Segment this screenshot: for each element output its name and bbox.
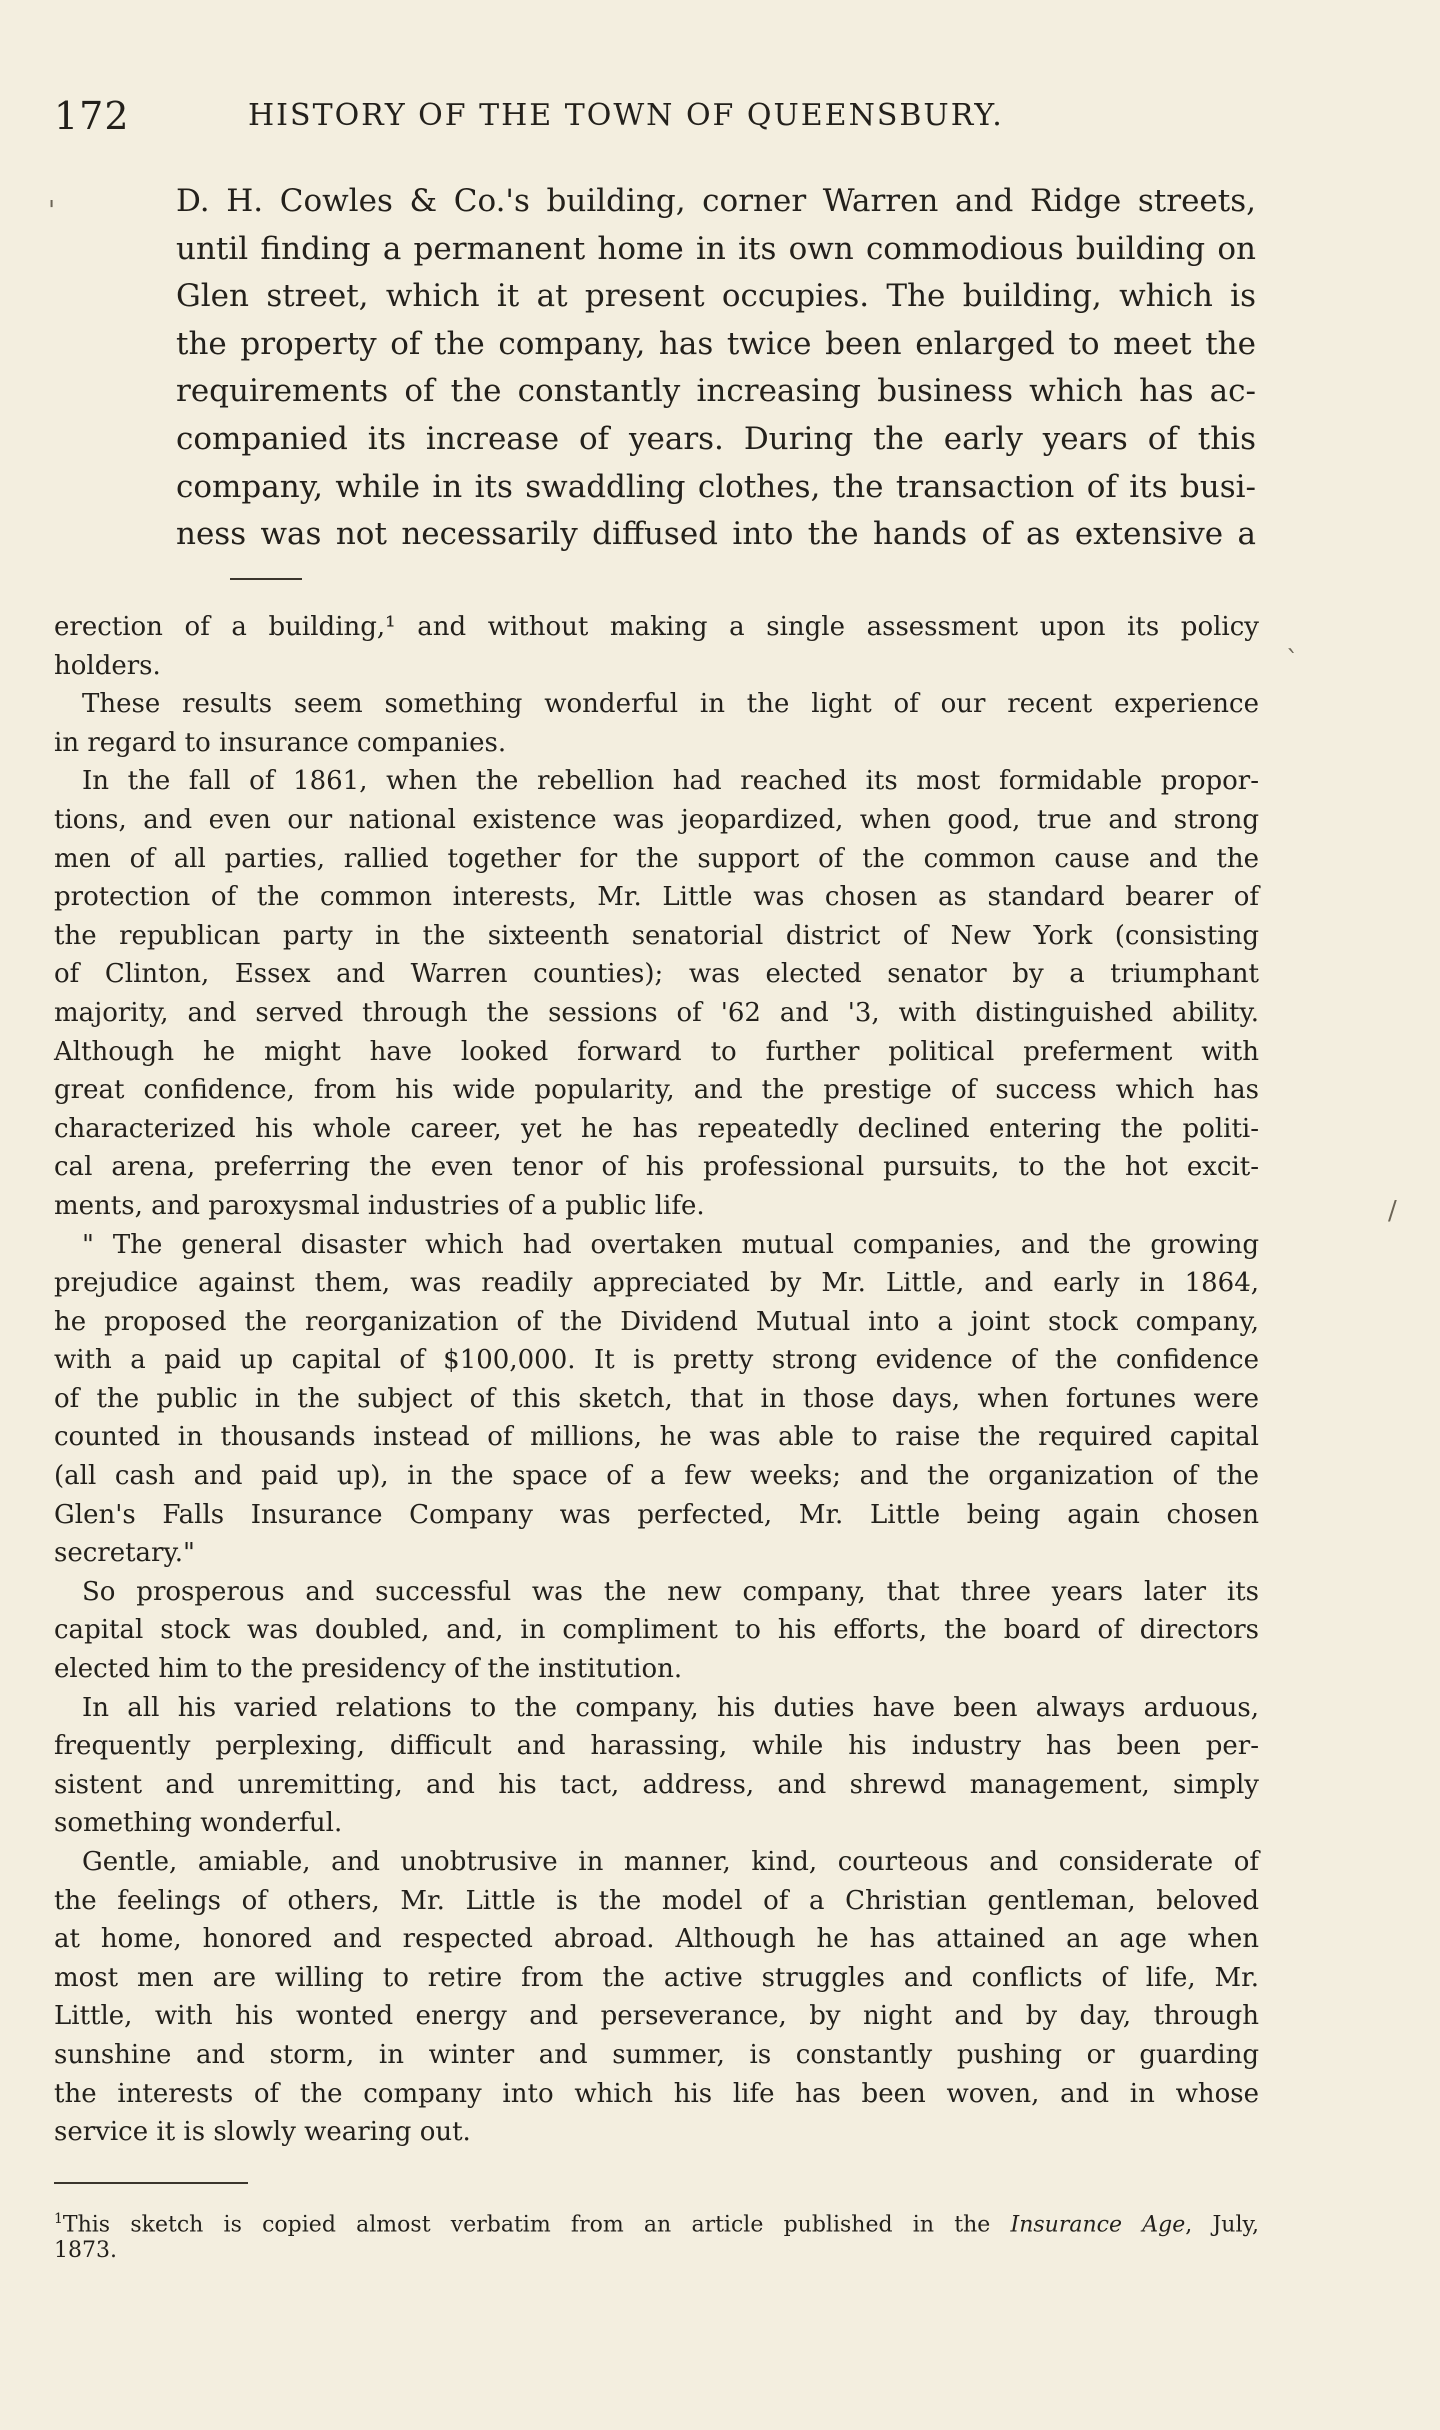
section-rule <box>230 578 302 580</box>
quoted-sketch <box>54 608 1259 2152</box>
text-line: sunshine and storm, in winter and summer, is constantly pushing or guarding <box>54 2039 1259 2070</box>
text-line: holders. <box>54 650 161 681</box>
text-line: erection of a building,¹ and without making a single assessment upon its policy <box>54 612 1259 642</box>
text-line: In the fall of 1861, when the rebellion had reached its most formidable propor- <box>82 766 1259 797</box>
margin-dot: ` <box>1286 646 1299 676</box>
text-line: " The general disaster which had overtaken mutual companies, and the growing <box>82 1229 1259 1260</box>
text-line: sistent and unremitting, and his tact, address, and shrewd management, simply <box>54 1769 1259 1800</box>
footnote-rule <box>54 2182 248 2184</box>
text-line: of the public in the subject of this sketch, that in those days, when fortunes were <box>54 1383 1259 1414</box>
text-line: Glen street, which it at present occupies. The building, which is <box>176 278 1256 315</box>
text-line: tions, and even our national existence was jeopardized, when good, true and strong <box>54 804 1259 835</box>
footnote-publication: Insurance Age <box>1010 2212 1186 2238</box>
text-line: Although he might have looked forward to further political preferment with <box>54 1036 1259 1067</box>
footnote-marker: 1 <box>54 2211 63 2227</box>
text-line: Little, with his wonted energy and perseverance, by night and by day, through <box>54 2001 1259 2032</box>
footnote <box>54 2206 1259 2264</box>
text-line: counted in thousands instead of millions, he was able to raise the required capital <box>54 1422 1259 1453</box>
text-line: most men are willing to retire from the active struggles and conflicts of life, Mr. <box>54 1962 1259 1993</box>
text-line: capital stock was doubled, and, in compliment to his efforts, the board of directors <box>54 1615 1259 1646</box>
text-line: majority, and served through the sessions of '62 and '3, with distinguished ability. <box>54 997 1259 1028</box>
text-line: the feelings of others, Mr. Little is the model of a Christian gentleman, beloved <box>54 1885 1259 1916</box>
text-line: at home, honored and respected abroad. Although he has attained an age when <box>54 1924 1259 1955</box>
text-line: he proposed the reorganization of the Dividend Mutual into a joint stock company, <box>54 1306 1259 1337</box>
text-line: the property of the company, has twice been enlarged to meet the <box>176 325 1256 362</box>
text-line: In all his varied relations to the company, his duties have been always arduous, <box>82 1692 1259 1723</box>
footnote-text: This sketch is copied almost verbatim from an article published in the <box>62 2212 991 2238</box>
text-line: cal arena, preferring the even tenor of his professional pursuits, to the hot excit- <box>54 1152 1259 1183</box>
text-line: requirements of the constantly increasing business which has ac- <box>176 373 1256 410</box>
upper-paragraph <box>176 178 1256 559</box>
text-line: something wonderful. <box>54 1808 343 1839</box>
text-line: frequently perplexing, difficult and harassing, while his industry has been per- <box>54 1731 1259 1762</box>
text-line: the republican party in the sixteenth senatorial district of New York (consisting <box>54 920 1259 951</box>
text-line: characterized his whole career, yet he has repeatedly declined entering the politi- <box>54 1113 1259 1144</box>
text-line: secretary." <box>54 1538 195 1569</box>
text-line: So prosperous and successful was the new company, that three years later its <box>82 1576 1259 1607</box>
footnote-line <box>54 2206 1259 2238</box>
margin-tick-left: ' <box>48 196 56 226</box>
text-line: Gentle, amiable, and unobtrusive in manner, kind, courteous and considerate of <box>82 1847 1259 1877</box>
text-line: the interests of the company into which his life has been woven, and in whose <box>54 2078 1259 2109</box>
text-line: Glen's Falls Insurance Company was perfected, Mr. Little being again chosen <box>54 1499 1259 1530</box>
text-line: of Clinton, Essex and Warren counties); was elected senator by a triumphant <box>54 959 1259 990</box>
text-line: great confidence, from his wide popularity, and the prestige of success which has <box>54 1075 1259 1106</box>
text-line: service it is slowly wearing out. <box>54 2117 471 2148</box>
text-line: elected him to the presidency of the institution. <box>54 1654 683 1685</box>
running-head: HISTORY OF THE TOWN OF QUEENSBURY. <box>248 98 1004 133</box>
text-line: ments, and paroxysmal industries of a public life. <box>54 1190 705 1221</box>
margin-tick-right: / <box>1388 1196 1397 1226</box>
text-line: (all cash and paid up), in the space of a few weeks; and the organization of the <box>54 1461 1259 1492</box>
text-line: D. H. Cowles & Co.'s building, corner Warren and Ridge streets, <box>176 183 1256 219</box>
text-line: prejudice against them, was readily appreciated by Mr. Little, and early in 1864, <box>54 1268 1259 1299</box>
text-line: with a paid up capital of $100,000. It is pretty strong evidence of the confidence <box>54 1345 1259 1376</box>
text-line: These results seem something wonderful in the light of our recent experience <box>82 689 1259 720</box>
text-line: men of all parties, rallied together for the support of the common cause and the <box>54 843 1259 874</box>
footnote-text-end: , July, <box>1185 2212 1259 2238</box>
text-line: ness was not necessarily diffused into the hands of as extensive a <box>176 516 1256 553</box>
footnote-year: 1873. <box>54 2238 117 2264</box>
text-line: companied its increase of years. During the early years of this <box>176 420 1256 457</box>
text-line: protection of the common interests, Mr. Little was chosen as standard bearer of <box>54 882 1259 913</box>
text-line: company, while in its swaddling clothes, the transaction of its busi- <box>176 468 1256 505</box>
text-line: in regard to insurance companies. <box>54 727 507 758</box>
page-number: 172 <box>54 94 130 138</box>
text-line: until finding a permanent home in its own commodious building on <box>176 230 1256 267</box>
